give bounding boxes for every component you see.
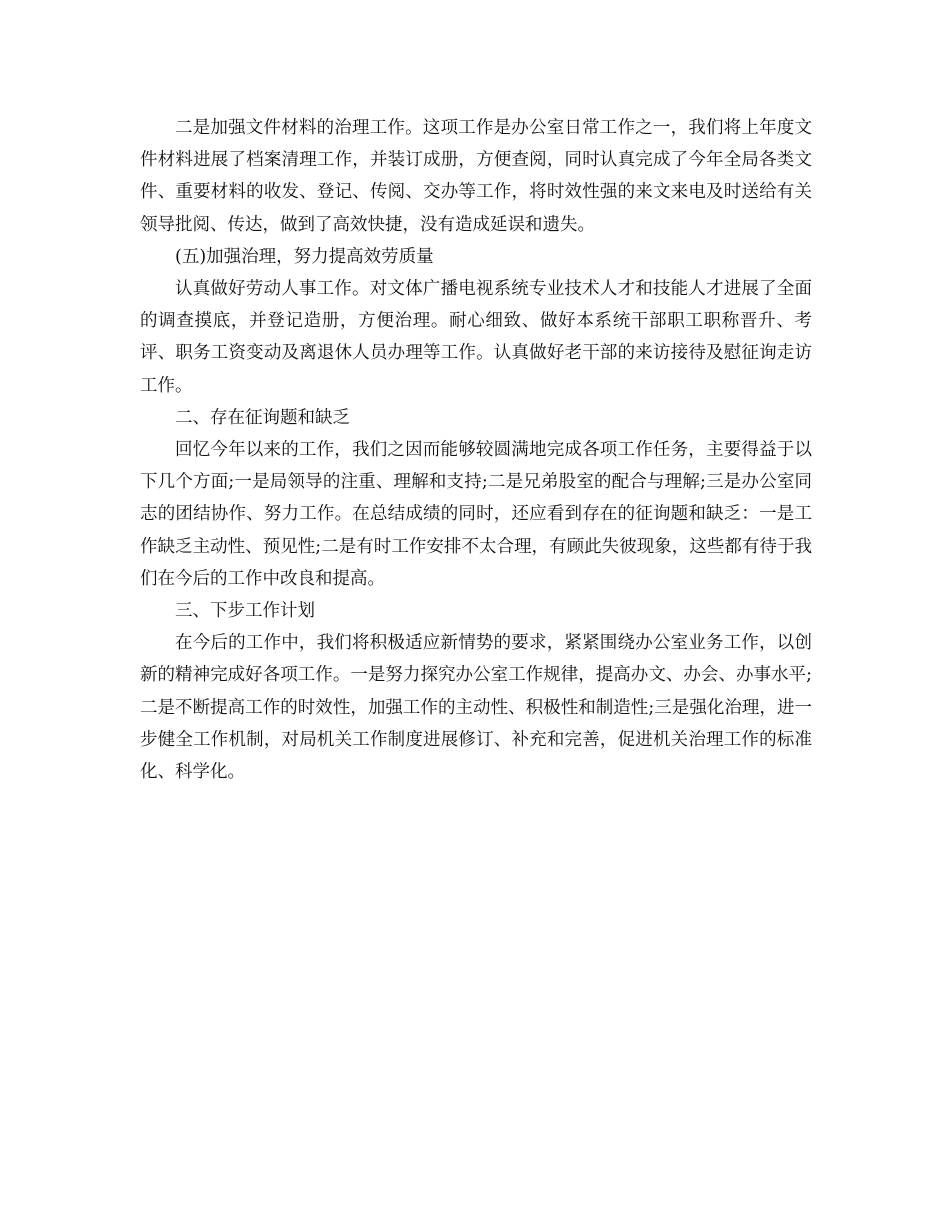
paragraph-document-management: 二是加强文件材料的治理工作。这项工作是办公室日常工作之一，我们将上年度文件材料进展了档案清理工作，并装订成册，方便查阅，同时认真完成了今年全局各类文件、重要材料的收发、登记、传阅、交办等工作，将时效性强的来文来电及时送给有关领导批阅、传达，做到了高效快捷，没有造成延误和遗失。 <box>140 118 812 235</box>
document-body <box>140 112 812 788</box>
heading-problems-and-shortcomings: 二、存在征询题和缺乏 <box>175 407 350 428</box>
paragraph-personnel-work: 认真做好劳动人事工作。对文体广播电视系统专业技术人才和技能人才进展了全面的调查摸底，并登记造册，方便治理。耐心细致、做好本系统干部职工职称晋升、考评、职务工资变动及离退休人员办理等工作。认真做好老干部的来访接待及慰征询走访工作。 <box>140 279 812 396</box>
heading-improve-service-quality: (五)加强治理，努力提高效劳质量 <box>175 246 434 267</box>
paragraph-future-work: 在今后的工作中，我们将积极适应新情势的要求，紧紧围绕办公室业务工作，以创新的精神完成好各项工作。一是努力探究办公室工作规律，提高办文、办会、办事水平;二是不断提高工作的时效性，加强工作的主动性、积极性和制造性;三是强化治理，进一步健全工作机制，对局机关工作制度进展修订、补充和完善，促进机关治理工作的标准化、科学化。 <box>140 633 812 783</box>
heading-next-step-plan: 三、下步工作计划 <box>175 601 315 622</box>
paragraph-review-and-problems: 回忆今年以来的工作，我们之因而能够较圆满地完成各项工作任务，主要得益于以下几个方面;一是局领导的注重、理解和支持;二是兄弟股室的配合与理解;三是办公室同志的团结协作、努力工作。在总结成绩的同时，还应看到存在的征询题和缺乏：一是工作缺乏主动性、预见性;二是有时工作安排不太合理，有顾此失彼现象，这些都有待于我们在今后的工作中改良和提高。 <box>140 440 812 589</box>
